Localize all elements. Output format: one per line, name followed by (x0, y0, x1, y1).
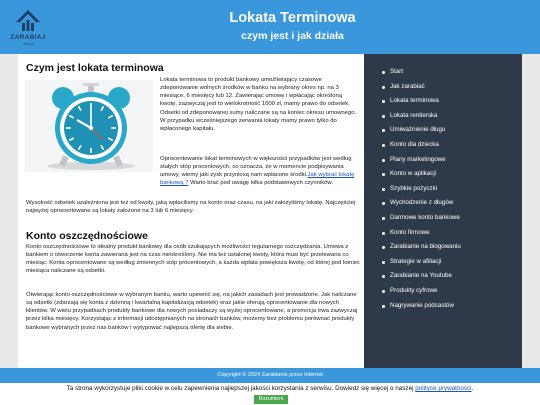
sidebar-item-label: Jak zarabiać (390, 82, 425, 90)
bullet-icon (382, 188, 385, 191)
bullet-icon (382, 71, 385, 74)
main-content (18, 54, 364, 368)
sidebar-item-darmowe-konto-bankowe[interactable] (382, 214, 461, 229)
sidebar-item-start[interactable] (382, 68, 461, 83)
house-logo-icon (14, 8, 42, 34)
sidebar-item-lokata-rentierska[interactable] (382, 112, 461, 127)
sidebar-item-produkty-cyfrowe[interactable] (382, 287, 461, 302)
bullet-icon (382, 217, 385, 220)
sidebar-item-label: Szybkie pożyczki (390, 184, 438, 192)
privacy-policy-link[interactable]: polityce prywatności (415, 385, 472, 392)
bullet-icon (382, 115, 385, 118)
bullet-icon (382, 86, 385, 89)
alarm-clock-image (25, 80, 153, 172)
choose-deposit-link[interactable]: Jak wybrać lokatę bankową ? (160, 172, 355, 187)
sidebar-item-label: Nagrywanie podcastów (390, 301, 454, 309)
sidebar-menu (382, 68, 461, 316)
sidebar-nav (364, 54, 522, 368)
site-header (0, 0, 540, 54)
bullet-icon (382, 246, 385, 249)
sidebar-item-label: Zarabianie na blogowaniu (390, 243, 461, 251)
section-heading-savings: Konto oszczędnościowe (26, 230, 148, 242)
bullet-icon (382, 129, 385, 132)
sidebar-item-strategie-w-afiliacji[interactable] (382, 258, 461, 273)
sidebar-item-label: Lokata rentierska (390, 111, 438, 119)
sidebar-item-label: Wychodzenie z długów (390, 199, 454, 207)
sidebar-item-label: Konto w aplikacji (390, 170, 437, 178)
sidebar-item-wychodzenie-z-dlugow[interactable] (382, 199, 461, 214)
site-footer (0, 368, 540, 383)
sidebar-item-label: Konto firmowe (390, 228, 430, 236)
cookie-message-text: Ta strona wykorzystuje pliki cookie w celu zapewnienia najlepszej jakości korzystania z serwisu. Dowiedz się więcej o naszej (66, 385, 416, 392)
bullet-icon (382, 144, 385, 147)
sidebar-item-label: Konto dla dziecka (390, 140, 439, 148)
right-gutter (522, 54, 540, 368)
sidebar-item-konto-w-aplikacji[interactable] (382, 170, 461, 185)
copyright-text: Copyright © 2024 Zarabianie przez Internet (217, 372, 323, 378)
article-paragraph-1: Lokata terminowa to produkt bankowy umożliwiający czasowe zdeponowanie wolnych środków w banku na wybrany okres np. na 3 miesiące, 6 miesięcy lub 12. Zawierając umowę i wpłacając określoną kwotę, zazwyczaj jest to wielokrotność 1000 zł, mamy prawo do odsetek. Odsetki od zdeponowanej sumy naliczane są na koniec okresu umownego. W przypadku wcześniejszego zerwania lokaty mamy prawo tylko do wpłaconego kapitału. (160, 77, 357, 132)
paragraph-2-text-b: Warto brać pod uwagę kilka podstawowych czynników. (188, 180, 333, 187)
bullet-icon (382, 202, 385, 205)
sidebar-item-label: Lokata terminowa (390, 97, 439, 105)
sidebar-item-konto-firmowe[interactable] (382, 229, 461, 244)
sidebar-item-nagrywanie-podcastow[interactable] (382, 302, 461, 317)
left-gutter (0, 54, 18, 368)
cookie-message-suffix: . (471, 385, 474, 392)
bullet-icon (382, 232, 385, 235)
logo[interactable] (6, 8, 50, 50)
logo-subtext: .com.pl (22, 42, 34, 46)
sidebar-item-zarabianie-na-youtube[interactable] (382, 272, 461, 287)
sidebar-item-zarabianie-na-blogowaniu[interactable] (382, 243, 461, 258)
sidebar-item-konto-dla-dziecka[interactable] (382, 141, 461, 156)
bullet-icon (382, 100, 385, 103)
bullet-icon (382, 159, 385, 162)
bullet-icon (382, 305, 385, 308)
accept-cookies-button[interactable]: Rozumiem (254, 395, 288, 404)
sidebar-item-label: Zarabianie na Youtube (390, 272, 452, 280)
cookie-message (0, 385, 540, 392)
sidebar-item-label: Start (390, 68, 404, 75)
sidebar-item-umiwaznienie-dlugu[interactable] (382, 126, 461, 141)
sidebar-item-label: Strategie w afiliacji (390, 257, 442, 265)
article-paragraph-2 (160, 155, 360, 188)
sidebar-item-label: Umiważnienie długu (390, 126, 446, 134)
bullet-icon (382, 275, 385, 278)
paragraph-2-text-a: Oprocentowanie lokat terminowych w większości przypadków jest według stałych stóp procentowych, co oznacza, że w momencie podpisywania umowy, wiemy jaki zysk przyniosą nam wpłacone środki. (160, 156, 352, 179)
sidebar-item-jak-zarabiac[interactable] (382, 83, 461, 98)
sidebar-item-label: Plany marketingowe (390, 155, 446, 163)
article-paragraph-3: Wysokość odsetek uzależniona jest też od kwoty, jaką wpłacilismy na konto oraz czasu, na jaki założyliśmy lokatę. Najczęściej najwyżej oprocentowane są lokaty założone na 3 lub 6 miesięcy. (26, 200, 356, 215)
article-paragraph-5: Otwierając konto oszczędnościowe w wybranym banku, warto upewnić się, na jakich zasadach jest prowadzone. Jak naliczane są odsetki (zdarzają się konta z dzienną i kwartalną kapitalizacją odsetek) oraz jakie oferują oprocentowanie dla nowych klientów. W wielu przypadkach produkty bankowe dla nowych posiadaczy są wyżej oprocentowane, a promocja trwa zazwyczaj przez kilka miesięcy. Korzystając z informacji udostępnianych na stronach banków, możemy bez problemu porównać produkty bankowe wybranych przez nas banków i wytypować najlepszą ofertę dla siebie. (26, 292, 358, 331)
cookie-banner (0, 383, 540, 405)
logo-text: ZARABIAJ (10, 34, 46, 41)
bullet-icon (382, 261, 385, 264)
bullet-icon (382, 173, 385, 176)
site-title: Lokata Terminowa (229, 10, 356, 26)
sidebar-item-label: Produkty cyfrowe (390, 286, 438, 294)
sidebar-item-label: Darmowe konto bankowe (390, 213, 460, 221)
sidebar-item-szybkie-pozyczki[interactable] (382, 185, 461, 200)
sidebar-item-plany-marketingowe[interactable] (382, 156, 461, 171)
bullet-icon (382, 290, 385, 293)
sidebar-item-lokata-terminowa[interactable] (382, 97, 461, 112)
article-paragraph-4: Konto oszczędnościowe to idealny produkt bankowy dla osób szukających możliwości regularnego oszczędzania. Umowa z bankiem o otworzenie konta zawierana jest na czas nieokreślony. Nie ma też ustalonej kwoty, która musi być przelewana co miesiąc. Konta oprocentowane są według zmiennych stóp procentowych, a każda wpłata powiększa kwotę, od której pod koniec miesiąca naliczane są odsetki. (26, 244, 360, 275)
article-heading: Czym jest lokata terminowa (26, 62, 164, 74)
site-subtitle: czym jest i jak działa (241, 30, 344, 42)
